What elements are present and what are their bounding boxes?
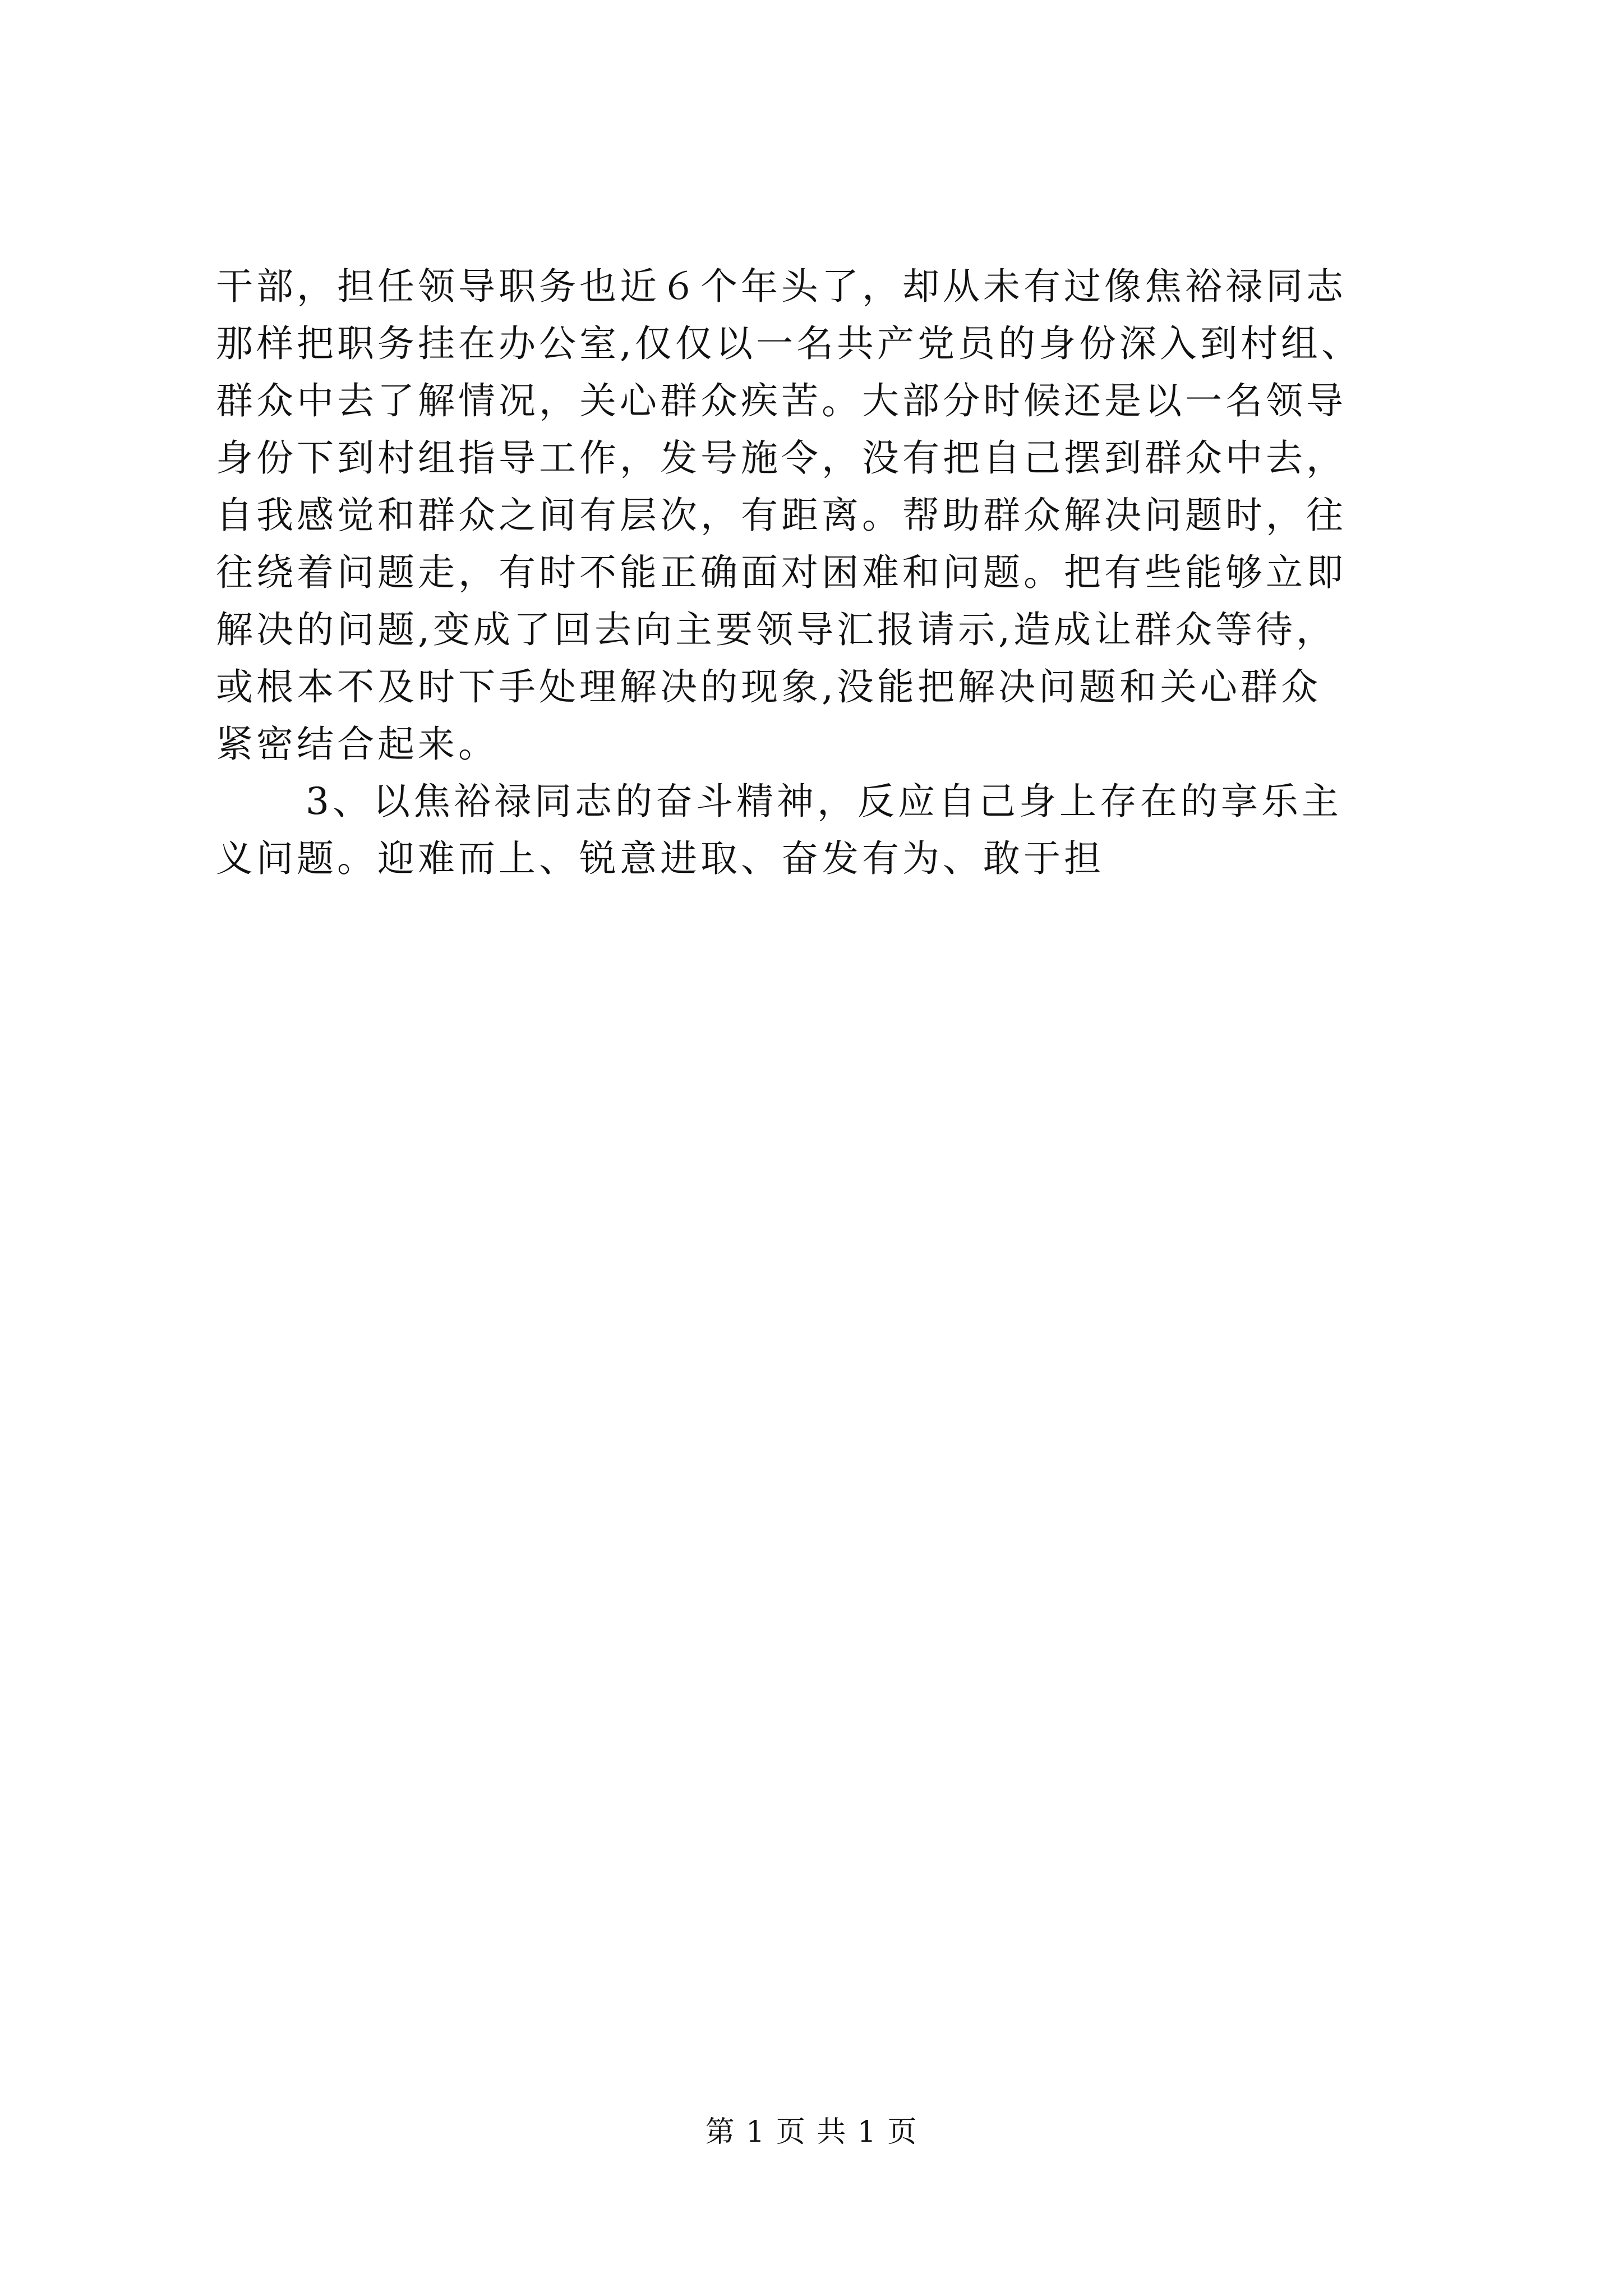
text-line: 义问题。迎难而上、锐意进取、奋发有为、敢于担 [216, 837, 1104, 880]
text-line: 往绕着问题走，有时不能正确面对困难和问题。把有些能够立即 [216, 551, 1347, 594]
text-line: 或根本不及时下手处理解决的现象,没能把解决问题和关心群众 [216, 665, 1321, 708]
page-footer: 第 1 页 共 1 页 [705, 2115, 918, 2149]
text-line: 干部，担任领导职务也近６个年头了，却从未有过像焦裕禄同志 [216, 265, 1347, 308]
paragraph-start-line: 3、以焦裕禄同志的奋斗精神，反应自己身上存在的享乐主 [306, 780, 1342, 823]
text-line: 紧密结合起来。 [216, 723, 499, 766]
text-line: 解决的问题,变成了回去向主要领导汇报请示,造成让群众等待， [216, 608, 1336, 651]
text-line: 自我感觉和群众之间有层次，有距离。帮助群众解决问题时，往 [216, 494, 1347, 537]
text-line: 群众中去了解情况，关心群众疾苦。大部分时候还是以一名领导 [216, 379, 1347, 422]
text-line: 那样把职务挂在办公室,仅仅以一名共产党员的身份深入到村组、 [216, 322, 1362, 365]
body-text [216, 258, 1450, 887]
text-line: 身份下到村组指导工作，发号施令，没有把自己摆到群众中去， [216, 436, 1347, 480]
